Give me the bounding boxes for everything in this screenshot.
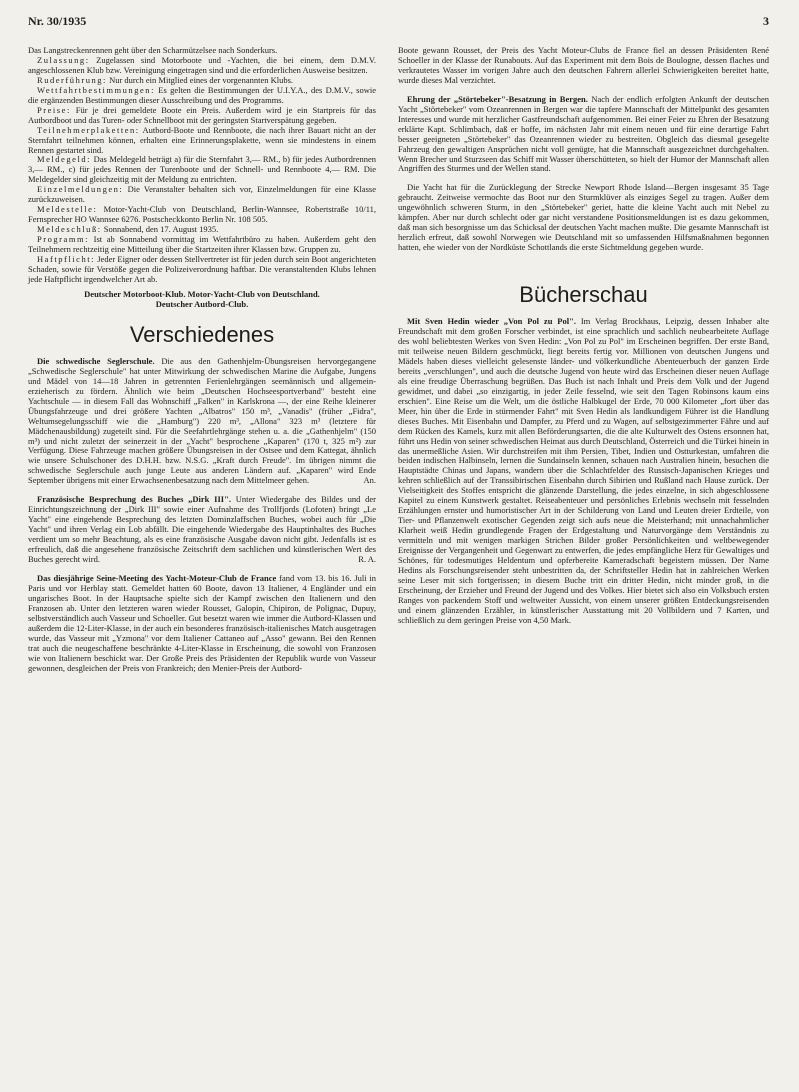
article-title: Französische Besprechung des Buches „Dirk III". [37, 494, 231, 505]
article-sven-hedin: Mit Sven Hedin wieder „Von Pol zu Pol". Im Verlag Brockhaus, Leipzig, dessen Inhaber alte Freundschaft mit dem großen Forscher verbindet, ist eine sprachlich und sachlich neubearbeitete Auflage des wohl beliebtesten Werkes von Sven Hedin: „Von Pol zu Pol" im Erscheinen begriffen. Der erste Band, mit teilweise neuen Bildern geschmückt, liegt bereits fertig vor. Millionen von deutschen Jungens und Mädels haben dieses vielleicht gelesenste länder- und völkerkundliche Abenteuerbuch der ganzen Erde bereits „verschlungen", und auch die deutsche Jugend von heute wird das Erscheinen dieser neuen Auflage als eine freudige Überraschung begrüßen. Das Buch ist nach Inhalt und Preis dem Volk und der Jugend gewidmet, und dabei „so einzigartig, in jeder Zeile fesselnd, wie seit den Tagen Robinsons kaum eins erschien". Eine Reise um die Welt, um die östliche Halbkugel der Erde, 70 000 Kilometer „fort über das Meer, hin über die Erde in stürmender Fahrt" mit Sven Hedin als landkundigem Führer ist die Handlung dieses Buches. Mit Eisenbahn und Dampfer, zu Pferd und zu Wagen, auf selbstgezimmerter Fähre und auf dem Rücken des Kamels, kurz mit allen Beförderungsarten, die die alte Kulturwelt des Ostens ersonnen hat, führt uns Hedin von seiner schwedischen Heimat aus durch Deutschland, Österreich und die Türkei hinein in das unermeßliche Asien. Wir durchstreifen mit ihm Persien, Tibet, Indien und Ostturkestan, umfahren die beiden indischen Halbinseln, lernen die Sundainseln kennen, schauen nach Australien hinein, besuchen die Hauptstädte Chinas und Japans, wandern über die Schlachtfelder des Russisch-Japanischen Krieges und kehren schließlich auf der Transsibirischen Eisenbahn durch Sibirien und Rußland nach Hause zurück. Der Vielseitigkeit des Stoffes entspricht die glänzende Darstellung, die jedes einzelne, in sich abgeschlossene Kapitel zu einem Kunstwerk gestaltet. Reiseabenteuer und persönliches Erlebnis wechseln mit fesselnden Erzählungen ernster und humoristischer Art in der Schilderung von Land und Leuten dreier Erdteile, von Tier- und Pflanzenwelt exotischer Gegenden zeigt sich aufs neue die Meisterhand; mit unnachahmlicher Klarheit weiß Hedin grundlegende Fragen der Erdgestaltung und Naturvorgänge dem Verständnis zu vermitteln und mit wenigen markigen Strichen Bilder großer Persönlichkeiten und weltbewegender Ereignisse der Vergangenheit und Gegenwart zu entwerfen, die jedes empfängliche Herz für Gewaltiges und Schönes, für todesmutiges Heldentum und opferbereite Kameradschaft begeistern müssen. Der Name Hedins als Forschungsreisender steht unbestritten da, der Schriftsteller Hedin hat in zahlreichen Werken seine Leser mit sich fortgerissen; in diesem Buche tritt ein dritter Hedin, nicht minder groß, in die Erscheinung, der Erzieher und Freund der Jugend und des Volkes. Hier bietet sich also ein Volksbuch ersten Ranges von packendem Stoff und weltweiter Aussicht, von einem unserer größten Entdeckungsreisenden und einem glänzenden Erzähler, in künstlerischer Ausstattung mit 20 Vollbildern und 7 Karten, und schließlich zu dem geringen Preise von 4,50 Mark. [398, 316, 769, 625]
regulation-item: Haftpflicht: Jeder Eigner oder dessen Stellvertreter ist für jeden durch sein Boot angerichteten Schaden, sowie für Verstöße gegen die Polizeiverordnung haftbar. Die veranstaltenden Klubs lehnen jede Haftpflicht irgendwelcher Art ab. [28, 254, 376, 284]
regulation-item: Wettfahrtbestimmungen: Es gelten die Bestimmungen der U.I.Y.A., des D.M.V., sowie die ergänzenden Bestimmungen dieser Ausschreibung und des Programms. [28, 84, 377, 105]
page-header [28, 14, 769, 30]
regulation-item: Ruderführung: Nur durch ein Mitglied eines der vorgenannten Klubs. [37, 74, 294, 85]
regulation-item: Teilnehmerplaketten: Autbord-Boote und Rennboote, die nach ihrer Bauart nicht an der Sternfahrt teilnehmen können, erhalten eine Erinnerungsplakette, wenn sie mindestens in einem Rennen gestartet sind. [28, 124, 377, 155]
regulation-item: Meldeschluß: Sonnabend, den 17. August 1935. [37, 224, 219, 235]
organizers-line: Deutscher Motorboot-Klub. Motor-Yacht-Club von Deutschland. [84, 288, 320, 299]
article-stoertebeker: Ehrung der „Störtebeker"-Besatzung in Bergen. Nach der endlich erfolgten Ankunft der deutschen Yacht „Störtebeker" vom Ozeanrennen in Bergen war die tapfere Mannschaft der Mittelpunkt des gesamten Interesses und wurde mit herzlicher Gastfreundschaft aufgenommen. Bei einer Feier zu Ehren der Besatzung erklärte Kapt. Schlimbach, daß er hoffe, im nächsten Jahr mit einem neuen und für eine derartige Fahrt besser geeigneten „Störtebeker" das Ozeanrennen wieder zu bestreiten. Obgleich das diesmal gesegelte Fahrzeug den gewaltigen Ansprüchen nicht voll genügte, hat die Mannschaft ausgezeichnet durchgehalten. Wenn Brecher und Sturzseen das Schiff mit Wasser überschütteten, so hielt der Humor der Mannschaft allen Angriffen des Sturmes und der Wellen stand. [398, 93, 769, 174]
article-signature: An. [363, 475, 376, 486]
right-column [398, 46, 769, 626]
paragraph: Das Langstreckenrennen geht über den Scharmützelsee nach Sonderkurs. [28, 45, 278, 55]
regulations-list [28, 56, 376, 285]
regulation-item: Einzelmeldungen: Die Veranstalter behalten sich vor, Einzelmeldungen für eine Klasse zurückzuweisen. [28, 184, 376, 205]
issue-number: Nr. 30/1935 [28, 14, 87, 28]
organizers-line: Deutscher Autbord-Club. [155, 298, 249, 309]
regulation-item: Meldestelle: Motor-Yacht-Club von Deutschland, Berlin-Wannsee, Robertstraße 10/11, Fernsprecher HO Wannsee 6276. Postscheckkonto Berlin Nr. 108 505. [28, 204, 376, 225]
article-title: Ehrung der „Störtebeker"-Besatzung in Bergen. [407, 93, 588, 104]
article-title: Das diesjährige Seine-Meeting des Yacht-Moteur-Club de France [37, 572, 277, 583]
regulation-item: Meldegeld: Das Meldegeld beträgt a) für die Sternfahrt 3,— RM., b) für jedes Autbordrennen 3,— RM., c) für jedes Rennen der Turenboote und der Schnell- und Rennboote 4,— RM. Die Meldegelder sind gleichzeitig mit der Meldung zu entrichten. [28, 154, 377, 185]
article-schwedische-seglerschule: Die schwedische Seglerschule. Die aus den Gathenhjelm-Übungsreisen hervorgegangene „Schwedische Seglerschule" hat unter Mitwirkung der schwedischen Marine die Aufgabe, Jungens und Mädel von 14—18 Jahren in getrennten Ferienlehrgängen seemännisch und allgemein-erzieherisch zu fördern. Ähnlich wie beim „Deutschen Hochseesportverband" besteht eine Yachtschule — in diesem Fall das Wohnschiff „Falken" in Karlskrona —, der eine Reihe kleinerer Übungsfahrzeuge und drei größere Yachten „Albatros" 150 m³, „Vanadis" (früher „Fidra", Weltumsegelungsschiff wie die „Hamburg") 220 m³, „Allona" 323 m³ (letztere für Mädchenausbildung) zugeteilt sind. Für die Seefahrtlehrgänge stehen u. a. die „Gathenhjelm" (150 m³) und nicht zuletzt der seinerzeit in der „Yacht" besprochene „Kaparen" (170 t, 325 m²) zur Verfügung. Diese Fahrzeuge machen größere Übungsreisen in der Ostsee und dem Kattegat, ähnlich wie unsere Schulschoner des D.H.H. bzw. N.S.G. „Kraft durch Freude". Im übrigen nimmt die schwedische Seglerschule auch junge Leute aus anderen Ländern auf. „Kaparen" wird Ende September übrigens mit einer Erwachsenenbesatzung nach dem Mittelmeer gehen. An. [28, 355, 376, 486]
regulation-item: Preise: Für je drei gemeldete Boote ein Preis. Außerdem wird je ein Startpreis für das Autbordboot und das Turen- oder Schnellboot mit der geringsten Startverspätung gegeben. [28, 104, 376, 125]
paragraph: Die Yacht hat für die Zurücklegung der Strecke Newport Rhode Island—Bergen insgesamt 35 Tage gebraucht. Zeitweise vermochte das Boot nur den Sturmklüver als einziges Segel zu tragen. Außer dem ungewöhnlich schweren Sturm, in den „Störtebeker" geriet, hatte die kleine Yacht auch mit Nebel zu kämpfen. Aber nur durch schlecht oder gar nicht verstandene Positionsmeldungen ist es dazu gekommen, daß man sich besorgnisse um das Schicksal der deutschen Yacht machen mußte. Die gesamte Mannschaft ist herzlich erfreut, daß sowohl Norwegen wie Deutschland mit so umfassenden Hilfsmaßnahmen begonnen hatten, ehe wieder von der Nordküste Schottlands die erste Sichtmeldung gegeben wurde. [398, 182, 769, 253]
section-title-buecherschau: Bücherschau [519, 282, 648, 308]
organizers [28, 289, 376, 309]
regulation-item: Zulassung: Zugelassen sind Motorboote und -Yachten, die bei einem, dem D.M.V. angeschlossenen Klub bzw. Vereinigung eingetragen sind und die erforderlichen Ausweise besitzen. [28, 54, 377, 75]
article-title: Die schwedische Seglerschule. [37, 355, 155, 366]
article-dirk-iii: Französische Besprechung des Buches „Dirk III". Unter Wiedergabe des Bildes und der Einrichtungszeichnung der „Dirk III" sowie einer Aufnahme des Trollfjords (Lofoten) bringt „Le Yacht" eine eingehende Besprechung des letzten Dominzlaffschen Buches, wobei auch für „Die Yacht" und ihren Verlag ein Lob abfällt. Die eingehende Wiedergabe des Hauptinhaltes des Buches verdient um so mehr Beachtung, als es eine französische Ausgabe davon nicht gibt. Jedenfalls ist es erfreulich, daß die angesehene französische Zeitschrift dem sachlichen und künstlerischen Wert des Buches gerecht wird. R. A. [28, 494, 377, 564]
paragraph: Boote gewann Rousset, der Preis des Yacht Moteur-Clubs de France fiel an dessen Präsidenten René Schoeller in der Klasse der Runabouts. Auf das Experiment mit dem Bois de Boulogne, dessen flaches und verkrautetes Wasser im vorigen Jahre auch den deutschen Fahrern allerlei Schwierigkeiten bereitet hatte, wurde dieses Mal verzichtet. [398, 45, 769, 85]
article-seine-meeting: Das diesjährige Seine-Meeting des Yacht-Moteur-Club de France fand vom 13. bis 16. Juli in Paris und vor Herblay statt. Gemeldet hatten 60 Boote, davon 13 Italiener, 4 Engländer und ein ungarisches Boot. In der Hauptsache spielte sich der Kampf zwischen den Italienern und den Franzosen ab. Unter den letzteren waren wieder Rousset, Galopin, Chipiron, de Polignac, Dupuy, selbstverständlich auch Vasseur und Schoeller. Gut besetzt waren wie immer die Autbord-Klassen und außerdem die 12-Liter-Klasse, in der auch ein besonderes französisch-italienisches Match ausgetragen wurde, das Vasseur mit „Yzmona" vor dem Italiener Cattaneo auf „Asso" gewann. Bei den Rennen trat auch die neugeschaffene beschränkte 4-Liter-Klasse in Erscheinung, die sowohl von Franzosen wie von Italienern beschickt war. Der Große Preis des Präsidenten der Republik wurde von Vasseur gewonnen, desgleichen der Preis von Frankreich; den Menier-Preis der Autbord- [28, 572, 377, 673]
article-signature: R. A. [358, 553, 376, 564]
article-title: Mit Sven Hedin wieder „Von Pol zu Pol". [407, 316, 576, 327]
page-number: 3 [763, 14, 769, 28]
section-title-verschiedenes: Verschiedenes [129, 321, 275, 347]
regulation-item: Programm: Ist ab Sonnabend vormittag im Wettfahrtbüro zu haben. Außerdem geht den Teilnehmern rechtzeitig eine Mitteilung über die Startzeiten ihrer Klassen bzw. Gruppen zu. [28, 234, 377, 255]
left-column [28, 46, 376, 673]
